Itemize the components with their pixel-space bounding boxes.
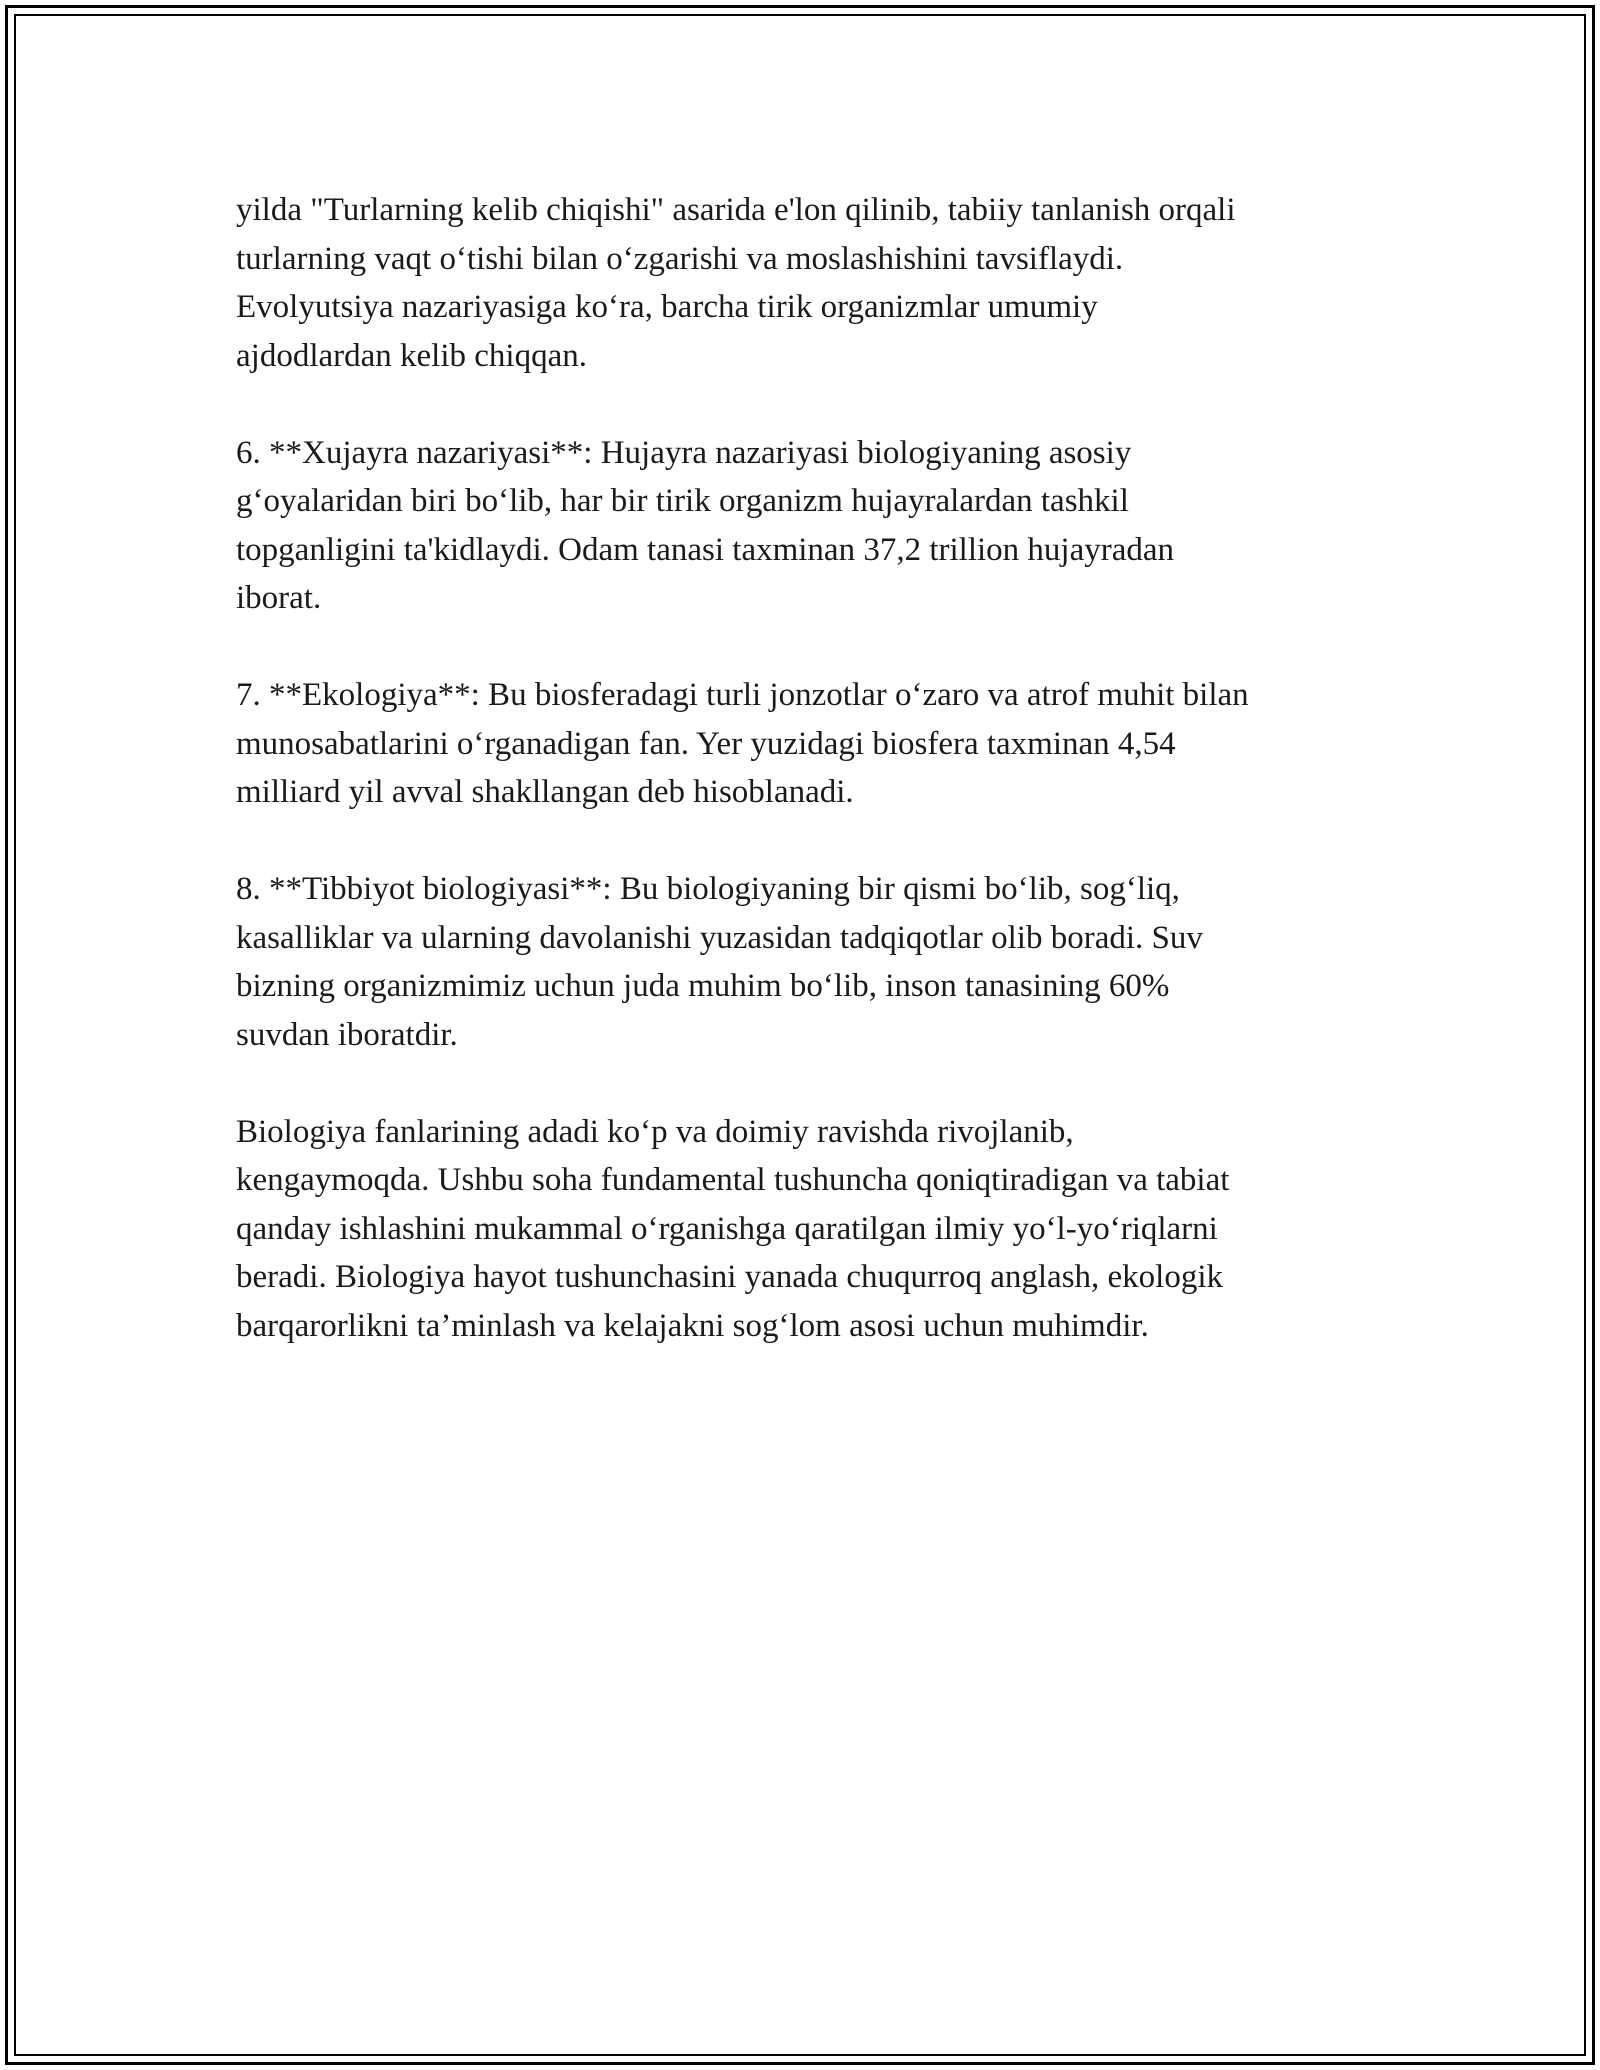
text-line: qanday ishlashini mukammal o‘rganishga qaratilgan ilmiy yo‘l-yo‘riqlarni [236,1210,1218,1247]
text-line: kasalliklar va ularning davolanishi yuzasidan tadqiqotlar olib boradi. Suv [236,919,1203,956]
text-line: 7. **Ekologiya**: Bu biosferadagi turli jonzotlar o‘zaro va atrof muhit bilan [236,677,1249,713]
text-line: beradi. Biologiya hayot tushunchasini yanada chuqurroq anglash, ekologik [236,1259,1224,1295]
text-line: topganligini ta'kidlaydi. Odam tanasi taxminan 37,2 trillion hujayradan [236,531,1175,568]
paragraph-ecology [236,671,1376,817]
text-line: 8. **Tibbiyot biologiyasi**: Bu biologiyaning bir qismi bo‘lib, sog‘liq, [236,871,1180,907]
paragraph-medical-biology [236,865,1376,1059]
text-line: Biologiya fanlarining adadi ko‘p va doimiy ravishda rivojlanib, [236,1113,1074,1150]
paragraph-conclusion [236,1108,1376,1351]
text-line: turlarning vaqt o‘tishi bilan o‘zgarishi va moslashishini tavsiflaydi. [236,240,1124,277]
text-line: ajdodlardan kelib chiqqan. [236,337,587,374]
paragraph-cell-theory [236,429,1376,623]
text-line: milliard yil avval shakllangan deb hisoblanadi. [236,774,854,810]
text-line: Evolyutsiya nazariyasiga ko‘ra, barcha tirik organizmlar umumiy [236,289,1098,325]
text-line: 6. **Xujayra nazariyasi**: Hujayra nazariyasi biologiyaning asosiy [236,434,1132,471]
text-line: munosabatlarini o‘rganadigan fan. Yer yuzidagi biosfera taxminan 4,54 [236,725,1176,762]
paragraph-evolution [236,186,1376,380]
text-line: g‘oyalaridan biri bo‘lib, har bir tirik organizm hujayralardan tashkil [236,483,1129,519]
document-body [236,186,1376,1350]
text-line: kengaymoqda. Ushbu soha fundamental tushuncha qoniqtiradigan va tabiat [236,1162,1230,1198]
text-line: suvdan iboratdir. [236,1016,458,1053]
text-line: barqarorlikni ta’minlash va kelajakni sog‘lom asosi uchun muhimdir. [236,1307,1149,1344]
text-line: bizning organizmimiz uchun juda muhim bo‘lib, inson tanasining 60% [236,968,1170,1004]
text-line: iborat. [236,580,322,616]
text-line: yilda "Turlarning kelib chiqishi" asarida e'lon qilinib, tabiiy tanlanish orqali [236,192,1236,228]
